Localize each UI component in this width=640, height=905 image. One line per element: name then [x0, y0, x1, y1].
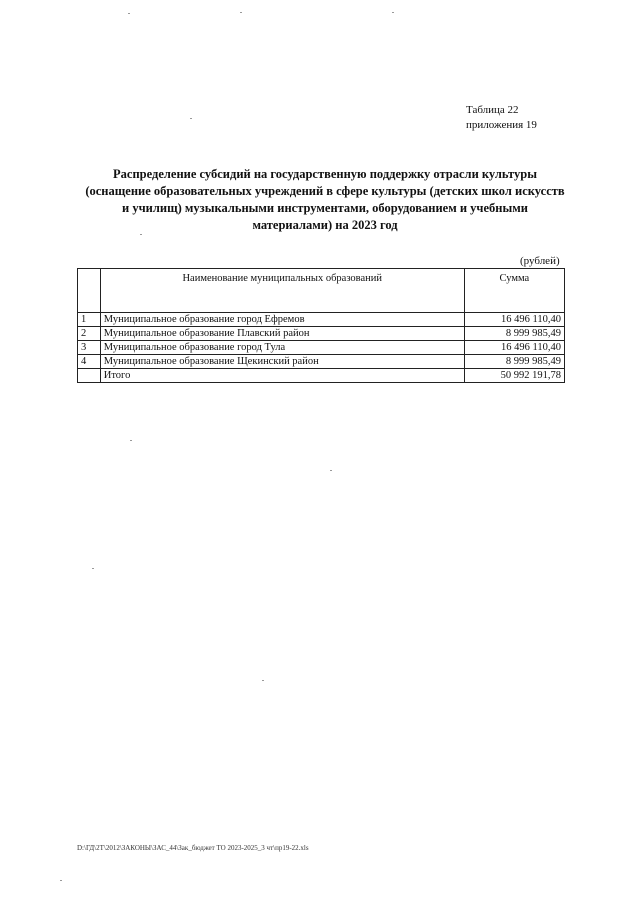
header-name: Наименование муниципальных образований — [100, 269, 464, 313]
header-num-cell — [78, 269, 101, 313]
scan-speck — [392, 12, 394, 13]
row-sum: 16 496 110,40 — [464, 313, 564, 327]
row-sum: 8 999 985,49 — [464, 355, 564, 369]
title-line-4: материалами) на 2023 год — [252, 218, 398, 232]
header-sum: Сумма — [464, 269, 564, 313]
appendix-number: приложения 19 — [466, 119, 537, 131]
row-sum: 8 999 985,49 — [464, 327, 564, 341]
row-name: Муниципальное образование город Тула — [100, 341, 464, 355]
table-row — [78, 341, 565, 355]
table-caption — [466, 103, 537, 133]
row-number: 4 — [78, 355, 101, 369]
title-line-2: (оснащение образовательных учреждений в сфере культуры (детских школ искусств — [85, 184, 565, 198]
title-line-1: Распределение субсидий на государственную поддержку отрасли культуры — [113, 167, 537, 181]
scan-speck — [92, 568, 94, 569]
total-label: Итого — [100, 369, 464, 383]
table-number: Таблица 22 — [466, 104, 519, 116]
scan-speck — [128, 13, 130, 14]
table-row — [78, 327, 565, 341]
table-row — [78, 313, 565, 327]
total-row — [78, 369, 565, 383]
document-title — [60, 166, 590, 234]
row-sum: 16 496 110,40 — [464, 341, 564, 355]
file-path-footer: D:\ГД\2Т\2012\ЗАКОНЫ\ЗАС_44\Зак_бюджет ТО 2023-2025_3 чт\пр19-22.xls — [77, 844, 309, 852]
row-name: Муниципальное образование город Ефремов — [100, 313, 464, 327]
row-number: 1 — [78, 313, 101, 327]
total-num-cell — [78, 369, 101, 383]
row-name: Муниципальное образование Плавский район — [100, 327, 464, 341]
scan-speck — [140, 234, 142, 235]
scan-speck — [262, 680, 264, 681]
unit-label: (рублей) — [520, 255, 560, 267]
table-row — [78, 355, 565, 369]
total-sum: 50 992 191,78 — [464, 369, 564, 383]
title-line-3: и училищ) музыкальными инструментами, оборудованием и учебными — [122, 201, 528, 215]
scan-speck — [330, 470, 332, 471]
table-header-row — [78, 269, 565, 313]
row-number: 2 — [78, 327, 101, 341]
row-number: 3 — [78, 341, 101, 355]
scan-speck — [60, 880, 62, 881]
subsidy-table — [77, 268, 565, 383]
scan-speck — [130, 440, 132, 441]
row-name: Муниципальное образование Щекинский район — [100, 355, 464, 369]
scan-speck — [240, 12, 242, 13]
scan-speck — [190, 118, 192, 119]
